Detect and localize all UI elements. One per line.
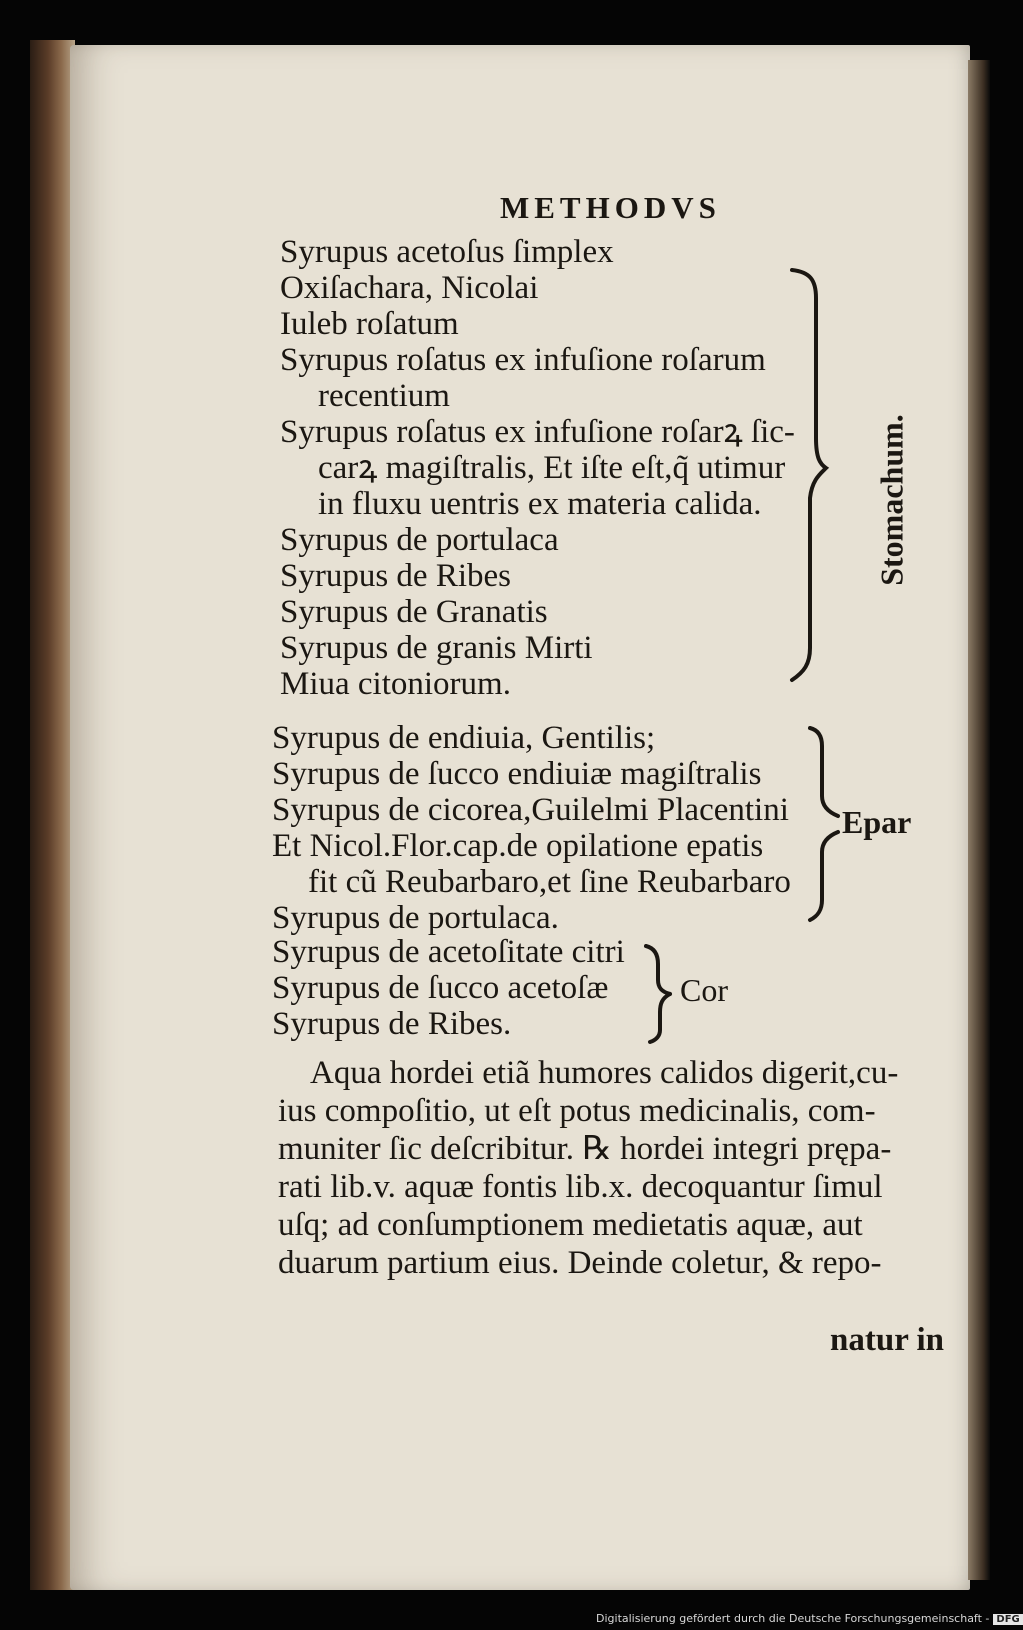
list-item: in fluxu uentris ex materia calida.	[318, 486, 762, 522]
book-binding	[30, 40, 75, 1590]
list-item: Syrupus de ſucco endiuiæ magiſtralis	[272, 756, 762, 792]
paragraph-line: rati lib.v. aquæ fontis lib.x. decoquantur ſimul	[278, 1169, 883, 1205]
list-item: Oxiſachara, Nicolai	[280, 270, 539, 306]
body-paragraph	[278, 1054, 948, 1282]
list-item: Syrupus roſatus ex infuſione roſarꝝ ſic-	[280, 414, 795, 450]
heart-brace	[642, 944, 682, 1044]
list-item: Syrupus acetoſus ſimplex	[280, 234, 614, 270]
paragraph-line: Aqua hordei etiã humores calidos digerit,cu-	[310, 1055, 899, 1091]
list-item: Miua citoniorum.	[280, 666, 511, 702]
list-item: Syrupus de endiuia, Gentilis;	[272, 720, 656, 756]
list-item: Syrupus de granis Mirti	[280, 630, 593, 666]
paragraph-line: uſq; ad conſumptionem medietatis aquæ, aut	[278, 1207, 863, 1243]
paragraph-line: ius compoſitio, ut eſt potus medicinalis, com-	[278, 1093, 876, 1129]
liver-label: Epar	[842, 804, 912, 840]
list-item: Syrupus de cicorea,Guilelmi Placentini	[272, 792, 789, 828]
list-item: Syrupus de Granatis	[280, 594, 548, 630]
list-item: Syrupus de Ribes.	[272, 1006, 512, 1042]
list-item: Syrupus de portulaca.	[272, 900, 559, 936]
list-item: Syrupus roſatus ex infuſione roſarum	[280, 342, 766, 378]
stomach-brace	[790, 268, 830, 688]
heart-label: Cor	[680, 972, 728, 1008]
list-item: Syrupus de Ribes	[280, 558, 511, 594]
list-item: Et Nicol.Flor.cap.de opilatione epatis	[272, 828, 764, 864]
list-item: Syrupus de acetoſitate citri	[272, 934, 625, 970]
paragraph-line: muniter ſic deſcribitur. ℞ hordei integri prępa-	[278, 1131, 892, 1167]
running-header: METHODVS	[500, 190, 721, 225]
list-item: Syrupus de portulaca	[280, 522, 559, 558]
page-edge	[968, 60, 990, 1580]
list-item: carꝝ magiſtralis, Et iſte eſt,q̃ utimur	[318, 450, 786, 486]
dfg-logo: DFG	[993, 1614, 1022, 1625]
liver-brace-lower	[808, 830, 848, 930]
catchword: natur in	[830, 1322, 945, 1358]
paragraph-line: duarum partium eius. Deinde coletur, & repo-	[278, 1245, 882, 1281]
digitization-credit	[596, 1612, 1023, 1625]
list-item: Iuleb roſatum	[280, 306, 459, 342]
list-item: Syrupus de ſucco acetoſæ	[272, 970, 609, 1006]
stomach-label: Stomachum.	[873, 414, 910, 586]
list-item: recentium	[318, 378, 450, 414]
list-item: fit cũ Reubarbaro,et ſine Reubarbaro	[308, 864, 791, 900]
credit-text: Digitalisierung gefördert durch die Deutsche Forschungsgemeinschaft -	[596, 1612, 990, 1625]
